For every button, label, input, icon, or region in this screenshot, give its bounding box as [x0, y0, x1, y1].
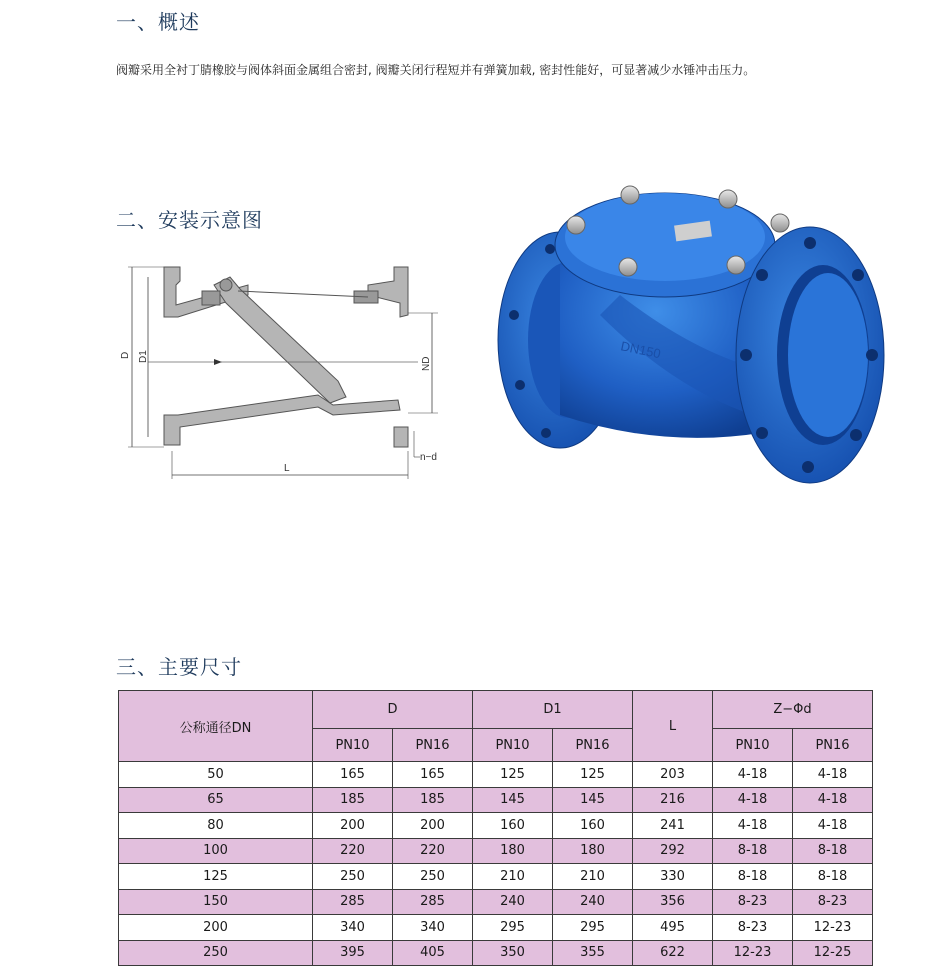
table-cell: 340	[313, 915, 393, 941]
table-cell: 220	[313, 838, 393, 864]
header-d1-pn10: PN10	[473, 729, 553, 762]
table-cell: 12-23	[793, 915, 873, 941]
table-cell: 4-18	[793, 787, 873, 813]
install-heading: 二、安装示意图	[116, 208, 263, 232]
label-nd: ND	[421, 356, 432, 371]
table-cell: 160	[473, 813, 553, 839]
label-l: L	[284, 463, 290, 474]
table-cell: 65	[119, 787, 313, 813]
table-cell: 622	[633, 940, 713, 966]
header-z-pn10: PN10	[713, 729, 793, 762]
table-cell: 216	[633, 787, 713, 813]
table-row	[119, 762, 873, 788]
header-d-pn10: PN10	[313, 729, 393, 762]
table-cell: 292	[633, 838, 713, 864]
table-cell: 4-18	[793, 762, 873, 788]
table-cell: 125	[119, 864, 313, 890]
dims-heading: 三、主要尺寸	[116, 655, 242, 679]
casting-mark: DN150	[619, 338, 663, 362]
table-row	[119, 889, 873, 915]
table-cell: 356	[633, 889, 713, 915]
table-cell: 150	[119, 889, 313, 915]
table-cell: 4-18	[713, 813, 793, 839]
table-cell: 210	[473, 864, 553, 890]
label-nd-holes: n−d	[420, 452, 437, 463]
table-cell: 4-18	[713, 787, 793, 813]
table-cell: 350	[473, 940, 553, 966]
table-cell: 240	[553, 889, 633, 915]
table-cell: 12-25	[793, 940, 873, 966]
table-cell: 200	[393, 813, 473, 839]
table-cell: 80	[119, 813, 313, 839]
table-cell: 8-23	[713, 915, 793, 941]
table-row	[119, 940, 873, 966]
table-cell: 12-23	[713, 940, 793, 966]
table-cell: 355	[553, 940, 633, 966]
table-cell: 220	[393, 838, 473, 864]
table-cell: 295	[473, 915, 553, 941]
header-z-pn16: PN16	[793, 729, 873, 762]
table-cell: 285	[313, 889, 393, 915]
table-cell: 145	[473, 787, 553, 813]
table-cell: 8-18	[793, 864, 873, 890]
table-cell: 250	[393, 864, 473, 890]
table-cell: 200	[119, 915, 313, 941]
header-d1: D1	[473, 691, 633, 729]
table-cell: 395	[313, 940, 393, 966]
table-cell: 285	[393, 889, 473, 915]
dimensions-table	[118, 690, 873, 966]
table-cell: 210	[553, 864, 633, 890]
header-d-pn16: PN16	[393, 729, 473, 762]
label-d: D	[120, 351, 131, 359]
table-cell: 125	[473, 762, 553, 788]
table-cell: 8-18	[713, 864, 793, 890]
header-z: Z−Φd	[713, 691, 873, 729]
table-cell: 250	[119, 940, 313, 966]
table-cell: 200	[313, 813, 393, 839]
table-cell: 4-18	[713, 762, 793, 788]
table-cell: 241	[633, 813, 713, 839]
table-cell: 185	[313, 787, 393, 813]
table-row	[119, 838, 873, 864]
table-row	[119, 915, 873, 941]
table-cell: 8-18	[713, 838, 793, 864]
table-cell: 50	[119, 762, 313, 788]
header-dn: 公称通径DN	[119, 691, 313, 762]
table-cell: 180	[473, 838, 553, 864]
table-cell: 100	[119, 838, 313, 864]
table-row	[119, 787, 873, 813]
table-cell: 165	[393, 762, 473, 788]
valve-section	[164, 267, 408, 447]
table-cell: 125	[553, 762, 633, 788]
table-row	[119, 813, 873, 839]
table-cell: 8-23	[793, 889, 873, 915]
table-cell: 180	[553, 838, 633, 864]
table-cell: 495	[633, 915, 713, 941]
table-cell: 405	[393, 940, 473, 966]
table-cell: 145	[553, 787, 633, 813]
table-cell: 295	[553, 915, 633, 941]
table-cell: 250	[313, 864, 393, 890]
header-d1-pn16: PN16	[553, 729, 633, 762]
overview-text: 阀瓣采用全衬丁腈橡胶与阀体斜面金属组合密封, 阀瓣关闭行程短并有弹簧加载, 密封性能好，可显著减少水锤冲击压力。	[116, 63, 756, 77]
table-cell: 4-18	[793, 813, 873, 839]
table-cell: 160	[553, 813, 633, 839]
table-cell: 8-18	[793, 838, 873, 864]
table-cell: 240	[473, 889, 553, 915]
header-l: L	[633, 691, 713, 762]
label-d1: D1	[138, 350, 149, 363]
table-cell: 340	[393, 915, 473, 941]
valve-photo	[490, 175, 890, 505]
table-cell: 330	[633, 864, 713, 890]
header-d: D	[313, 691, 473, 729]
table-cell: 203	[633, 762, 713, 788]
installation-diagram	[118, 255, 458, 490]
table-row	[119, 864, 873, 890]
table-cell: 185	[393, 787, 473, 813]
overview-heading: 一、概述	[116, 10, 200, 34]
table-cell: 165	[313, 762, 393, 788]
table-cell: 8-23	[713, 889, 793, 915]
